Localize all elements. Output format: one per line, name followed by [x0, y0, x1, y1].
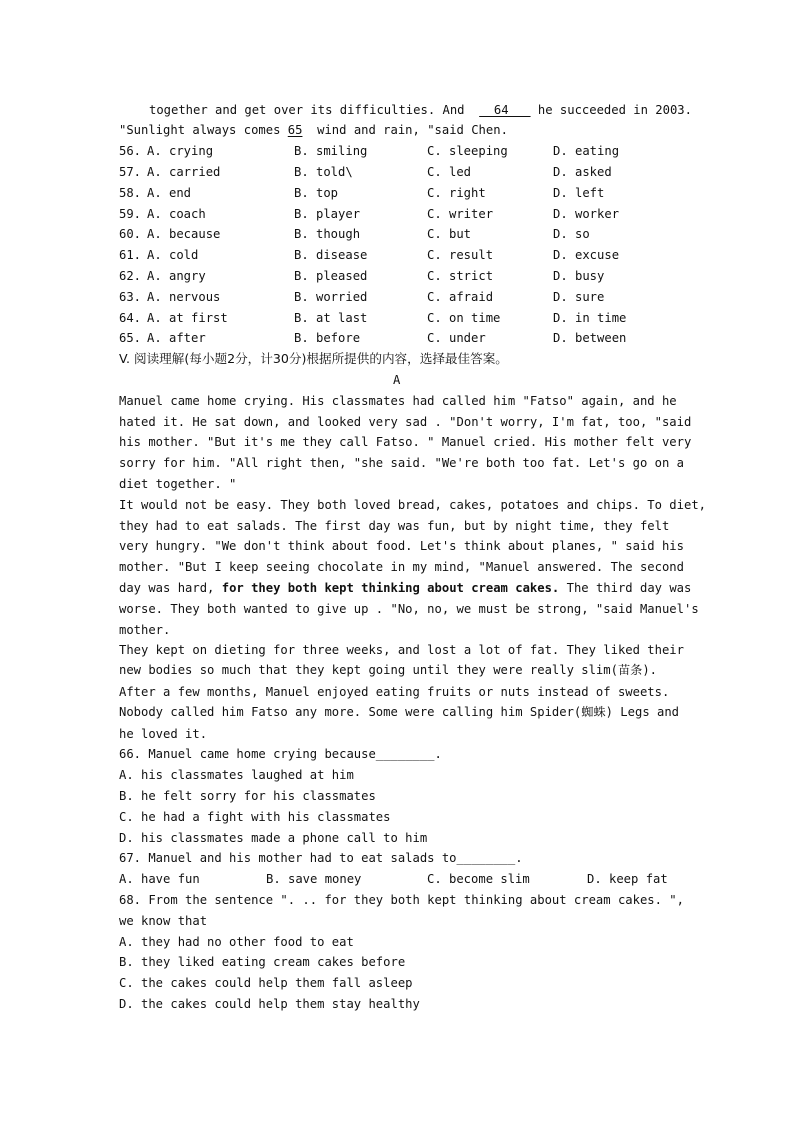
passage-line: his mother. "But it's me they call Fatso. " Manuel cried. His mother felt very [119, 435, 692, 449]
option-c: C. on time [427, 311, 501, 325]
question-66-option-d: D. his classmates made a phone call to him [119, 831, 428, 845]
option-c: C. but [427, 227, 472, 241]
question-67-option-b: B. save money [266, 872, 362, 886]
question-number: 56. [119, 144, 142, 158]
intro-line-2 [119, 120, 508, 140]
question-number: 61. [119, 248, 142, 262]
option-c: C. right [427, 186, 486, 200]
option-c: C. afraid [427, 290, 494, 304]
intro-text: together and get over its difficulties. And [149, 103, 480, 117]
question-66-option-a: A. his classmates laughed at him [119, 768, 354, 782]
option-d: D. so [553, 227, 590, 241]
passage-line: Nobody called him Fatso any more. Some were calling him Spider(蜘蛛) Legs and [119, 705, 680, 719]
question-67-stem: 67. Manuel and his mother had to eat salads to________. [119, 851, 523, 865]
option-c: C. sleeping [427, 144, 508, 158]
intro-text: he succeeded in 2003. [530, 103, 692, 117]
option-a: A. end [147, 186, 192, 200]
option-a: A. angry [147, 269, 206, 283]
question-number: 57. [119, 165, 142, 179]
option-c: C. writer [427, 207, 494, 221]
question-number: 58. [119, 186, 142, 200]
intro-line-1 [149, 100, 692, 120]
option-a: A. carried [147, 165, 221, 179]
option-b: B. at last [294, 311, 368, 325]
blank-65: 65 [287, 123, 303, 137]
cloze-row [119, 183, 719, 203]
cloze-row [119, 245, 719, 265]
question-66-option-c: C. he had a fight with his classmates [119, 810, 391, 824]
question-number: 63. [119, 290, 142, 304]
option-b: B. top [294, 186, 339, 200]
option-d: D. sure [553, 290, 605, 304]
passage-line: they had to eat salads. The first day was fun, but by night time, they felt [119, 519, 670, 533]
option-b: B. player [294, 207, 361, 221]
option-c: C. strict [427, 269, 494, 283]
option-a: A. crying [147, 144, 214, 158]
question-66-stem: 66. Manuel came home crying because________. [119, 747, 442, 761]
passage-line: he loved it. [119, 727, 208, 741]
passage-text: The third day was [559, 581, 692, 595]
intro-text: wind and rain, "said Chen. [302, 123, 508, 137]
passage-line: worse. They both wanted to give up . "No, no, we must be strong, "said Manuel's [119, 602, 699, 616]
cloze-row [119, 266, 719, 286]
question-68-option-a: A. they had no other food to eat [119, 935, 354, 949]
option-b: B. though [294, 227, 361, 241]
passage-line: After a few months, Manuel enjoyed eating fruits or nuts instead of sweets. [119, 685, 670, 699]
question-67-option-c: C. become slim [427, 872, 530, 886]
option-a: A. because [147, 227, 221, 241]
question-67-option-d: D. keep fat [587, 872, 668, 886]
option-a: A. cold [147, 248, 199, 262]
cloze-row [119, 204, 719, 224]
question-number: 60. [119, 227, 142, 241]
option-d: D. worker [553, 207, 620, 221]
cloze-row [119, 224, 719, 244]
option-a: A. at first [147, 311, 228, 325]
section-title: V. 阅读理解(每小题2分，计30分)根据所提供的内容，选择最佳答案。 [119, 351, 508, 366]
option-b: B. pleased [294, 269, 368, 283]
cloze-row [119, 328, 719, 348]
option-a: A. nervous [147, 290, 221, 304]
question-68-stem: 68. From the sentence ". .. for they both kept thinking about cream cakes. ", [119, 893, 684, 907]
passage-line: diet together. " [119, 477, 237, 491]
option-b: B. worried [294, 290, 368, 304]
question-68-option-b: B. they liked eating cream cakes before [119, 955, 406, 969]
passage-line: sorry for him. "All right then, "she said. "We're both too fat. Let's go on a [119, 456, 684, 470]
option-b: B. told\ [294, 165, 353, 179]
question-number: 62. [119, 269, 142, 283]
question-68-stem-cont: we know that [119, 914, 208, 928]
option-d: D. asked [553, 165, 612, 179]
bold-sentence: for they both kept thinking about cream cakes. [221, 581, 560, 595]
passage-line [119, 578, 691, 598]
passage-line: It would not be easy. They both loved bread, cakes, potatoes and chips. To diet, [119, 498, 706, 512]
cloze-row [119, 287, 719, 307]
cloze-row [119, 162, 719, 182]
option-b: B. smiling [294, 144, 368, 158]
option-d: D. busy [553, 269, 605, 283]
passage-line: Manuel came home crying. His classmates had called him "Fatso" again, and he [119, 394, 677, 408]
passage-line: hated it. He sat down, and looked very sad . "Don't worry, I'm fat, too, "said [119, 415, 692, 429]
question-number: 65. [119, 331, 142, 345]
option-b: B. disease [294, 248, 368, 262]
passage-line: mother. "But I keep seeing chocolate in my mind, "Manuel answered. The second [119, 560, 684, 574]
option-d: D. left [553, 186, 605, 200]
intro-text: "Sunlight always comes [119, 123, 288, 137]
question-67-option-a: A. have fun [119, 872, 200, 886]
blank-64: 64 [479, 103, 531, 117]
option-a: A. after [147, 331, 206, 345]
option-a: A. coach [147, 207, 206, 221]
cloze-row [119, 308, 719, 328]
cloze-row [119, 141, 719, 161]
passage-line: They kept on dieting for three weeks, and lost a lot of fat. They liked their [119, 643, 684, 657]
passage-text: day was hard, [119, 581, 222, 595]
question-68-option-d: D. the cakes could help them stay healthy [119, 997, 420, 1011]
question-66-option-b: B. he felt sorry for his classmates [119, 789, 376, 803]
option-d: D. in time [553, 311, 627, 325]
question-number: 64. [119, 311, 142, 325]
option-b: B. before [294, 331, 361, 345]
passage-letter: A [393, 373, 401, 387]
option-c: C. under [427, 331, 486, 345]
question-68-option-c: C. the cakes could help them fall asleep [119, 976, 413, 990]
option-d: D. excuse [553, 248, 620, 262]
passage-line: mother. [119, 623, 171, 637]
option-d: D. between [553, 331, 627, 345]
option-d: D. eating [553, 144, 620, 158]
passage-line: new bodies so much that they kept going until they were really slim(苗条). [119, 663, 657, 677]
option-c: C. led [427, 165, 472, 179]
passage-line: very hungry. "We don't think about food. Let's think about planes, " said his [119, 539, 684, 553]
question-number: 59. [119, 207, 142, 221]
option-c: C. result [427, 248, 494, 262]
